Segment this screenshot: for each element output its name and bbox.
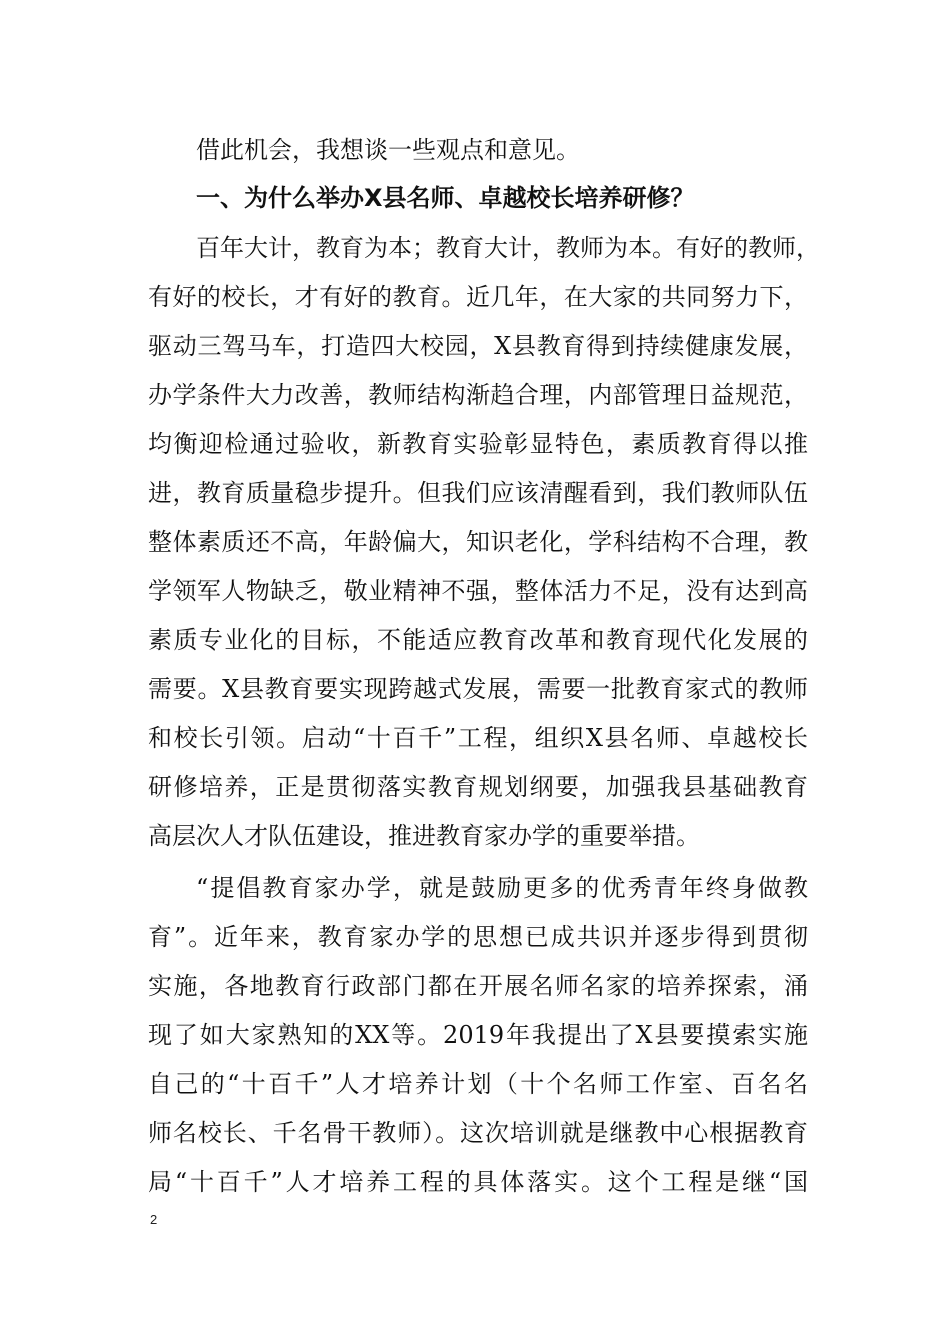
paragraph-line: 需要。X县教育要实现跨越式发展，需要一批教育家式的教师 xyxy=(148,675,808,703)
paragraph-line: 有好的校长，才有好的教育。近几年，在大家的共同努力下， xyxy=(148,283,808,311)
paragraph-line: 局“十百千”人才培养工程的具体落实。这个工程是继“国 xyxy=(148,1168,808,1196)
section-heading: 一、为什么举办X县名师、卓越校长培养研修？ xyxy=(196,184,695,212)
paragraph-line: 研修培养，正是贯彻落实教育规划纲要，加强我县基础教育 xyxy=(148,773,808,801)
paragraph-line: 现了如大家熟知的XX等。2019年我提出了X县要摸索实施 xyxy=(148,1021,808,1049)
paragraph-line: 素质专业化的目标，不能适应教育改革和教育现代化发展的 xyxy=(148,626,808,654)
paragraph-line: 实施，各地教育行政部门都在开展名师名家的培养探索，涌 xyxy=(148,972,808,1000)
paragraph-line: 借此机会，我想谈一些观点和意见。 xyxy=(196,136,580,164)
paragraph-line: 师名校长、千名骨干教师）。这次培训就是继教中心根据教育 xyxy=(148,1119,808,1147)
paragraph-line: 整体素质还不高，年龄偏大，知识老化，学科结构不合理，教 xyxy=(148,528,808,556)
paragraph-line: “提倡教育家办学，就是鼓励更多的优秀青年终身做教 xyxy=(196,874,808,902)
paragraph-line: 育”。近年来，教育家办学的思想已成共识并逐步得到贯彻 xyxy=(148,923,808,951)
paragraph-line: 自己的“十百千”人才培养计划（十个名师工作室、百名名 xyxy=(148,1070,808,1098)
paragraph-line: 均衡迎检通过验收，新教育实验彰显特色，素质教育得以推 xyxy=(148,430,808,458)
paragraph-line: 驱动三驾马车，打造四大校园，X县教育得到持续健康发展， xyxy=(148,332,808,360)
page-number: 2 xyxy=(150,1212,158,1227)
paragraph-line: 进，教育质量稳步提升。但我们应该清醒看到，我们教师队伍 xyxy=(148,479,808,507)
paragraph-line: 办学条件大力改善，教师结构渐趋合理，内部管理日益规范， xyxy=(148,381,808,409)
paragraph-line: 和校长引领。启动“十百千”工程，组织X县名师、卓越校长 xyxy=(148,724,808,752)
paragraph-line: 高层次人才队伍建设，推进教育家办学的重要举措。 xyxy=(148,822,700,850)
paragraph-line: 百年大计，教育为本；教育大计，教师为本。有好的教师， xyxy=(196,234,820,262)
paragraph-line: 学领军人物缺乏，敬业精神不强，整体活力不足，没有达到高 xyxy=(148,577,808,605)
